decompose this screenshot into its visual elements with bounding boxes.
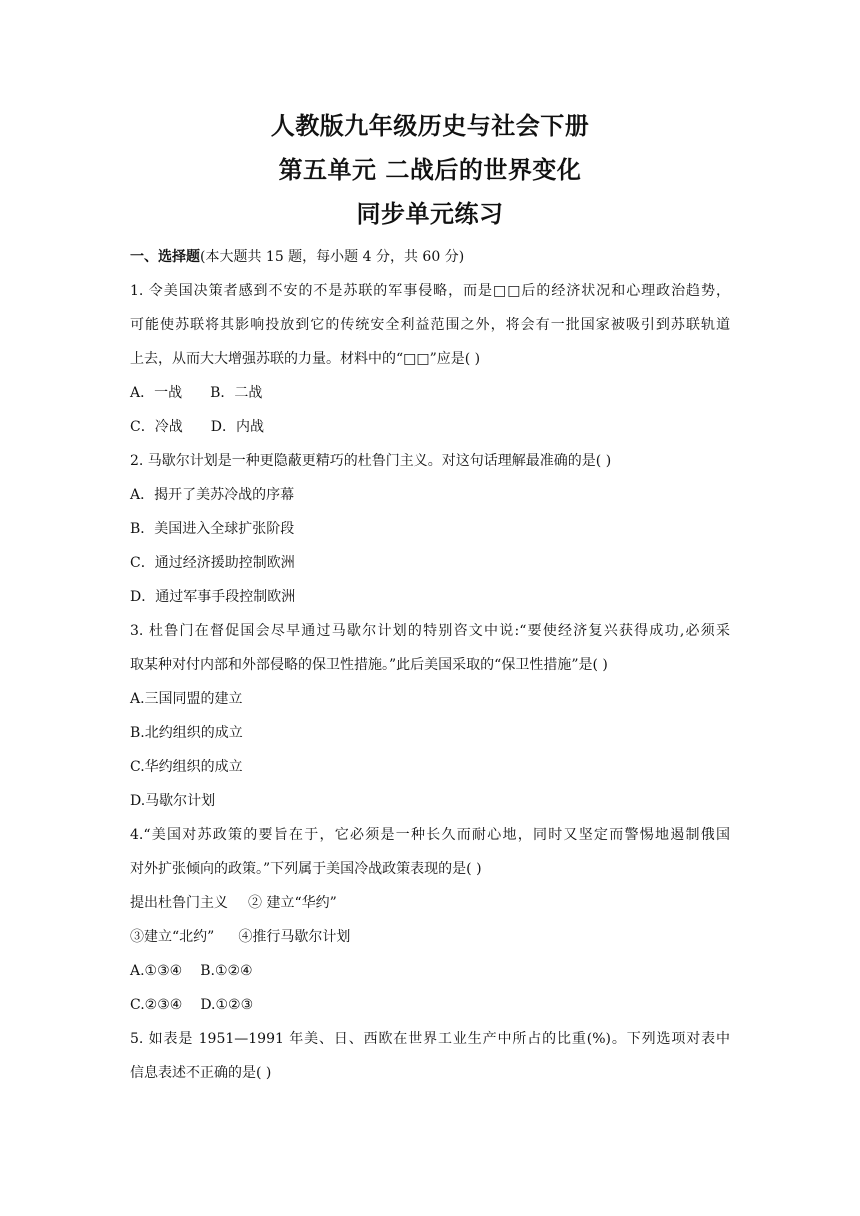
- option-a: A.①③④: [130, 963, 183, 979]
- section-heading-note: (本大题共 15 题，每小题 4 分，共 60 分): [200, 249, 465, 265]
- question-3-option-b: B.北约组织的成立: [130, 725, 243, 741]
- question-1-option-row: [130, 376, 730, 410]
- question-3-stem-line: 3. 杜鲁门在督促国会尽早通过马歇尔计划的特别咨文中说:“要使经济复兴获得成功,必须采: [130, 623, 730, 639]
- question-4-stem-line: 对外扩张倾向的政策。”下列属于美国冷战政策表现的是( ): [130, 861, 482, 877]
- question-2-option-c: C．通过经济援助控制欧洲: [130, 555, 295, 571]
- question-5-stem-line: 信息表述不正确的是( ): [130, 1065, 272, 1081]
- question-2-option-d: D．通过军事手段控制欧洲: [130, 589, 296, 605]
- question-1-stem-line: 1. 令美国决策者感到不安的不是苏联的军事侵略，而是□□后的经济状况和心理政治趋势，: [130, 283, 730, 299]
- question-3-option-a: A.三国同盟的建立: [130, 691, 243, 707]
- question-1-stem-line: 可能使苏联将其影响投放到它的传统安全利益范围之外，将会有一批国家被吸引到苏联轨道: [130, 317, 730, 333]
- question-3-option-d: D.马歇尔计划: [130, 793, 216, 809]
- question-4-statement-row: [130, 920, 730, 954]
- exercise-title: 同步单元练习: [356, 200, 504, 228]
- section-heading: [130, 240, 730, 274]
- question-4-option-row: [130, 954, 730, 988]
- question-5-stem-line: 5. 如表是 1951—1991 年美、日、西欧在世界工业生产中所占的比重(%)。下列选项对表中: [130, 1031, 730, 1047]
- statement-3: ③建立“北约”: [130, 929, 215, 945]
- question-2-option-a: A．揭开了美苏冷战的序幕: [130, 487, 295, 503]
- question-4-statement-row: [130, 886, 730, 920]
- option-d: D．内战: [210, 419, 264, 435]
- unit-title: 第五单元 二战后的世界变化: [278, 156, 582, 184]
- question-2-option-b: B．美国进入全球扩张阶段: [130, 521, 295, 537]
- option-d: D.①②③: [200, 997, 254, 1013]
- question-4-option-row: [130, 988, 730, 1022]
- option-a: A．一战: [130, 385, 183, 401]
- question-1-stem-line: 上去，从而大大增强苏联的力量。材料中的“□□”应是( ): [130, 351, 481, 367]
- question-4-stem-line: 4.“美国对苏政策的要旨在于，它必须是一种长久而耐心地，同时又坚定而警惕地遏制俄国: [130, 827, 730, 843]
- question-2-stem-line: 2. 马歇尔计划是一种更隐蔽更精巧的杜鲁门主义。对这句话理解最准确的是( ): [130, 453, 612, 469]
- question-1-option-row: [130, 410, 730, 444]
- option-c: C．冷战: [130, 419, 183, 435]
- statement-2: ② 建立“华约”: [248, 895, 337, 911]
- question-content: [130, 240, 730, 1090]
- option-c: C.②③④: [130, 997, 183, 1013]
- title-block: [0, 112, 860, 244]
- question-3-stem-line: 取某种对付内部和外部侵略的保卫性措施。”此后美国采取的“保卫性措施”是( ): [130, 657, 608, 673]
- option-b: B.①②④: [200, 963, 253, 979]
- statement-1: 提出杜鲁门主义: [130, 895, 228, 911]
- question-3-option-c: C.华约组织的成立: [130, 759, 243, 775]
- section-heading-label: 一、选择题: [130, 249, 200, 265]
- document-title: 人教版九年级历史与社会下册: [270, 112, 590, 140]
- option-b: B．二战: [210, 385, 263, 401]
- statement-4: ④推行马歇尔计划: [238, 929, 351, 945]
